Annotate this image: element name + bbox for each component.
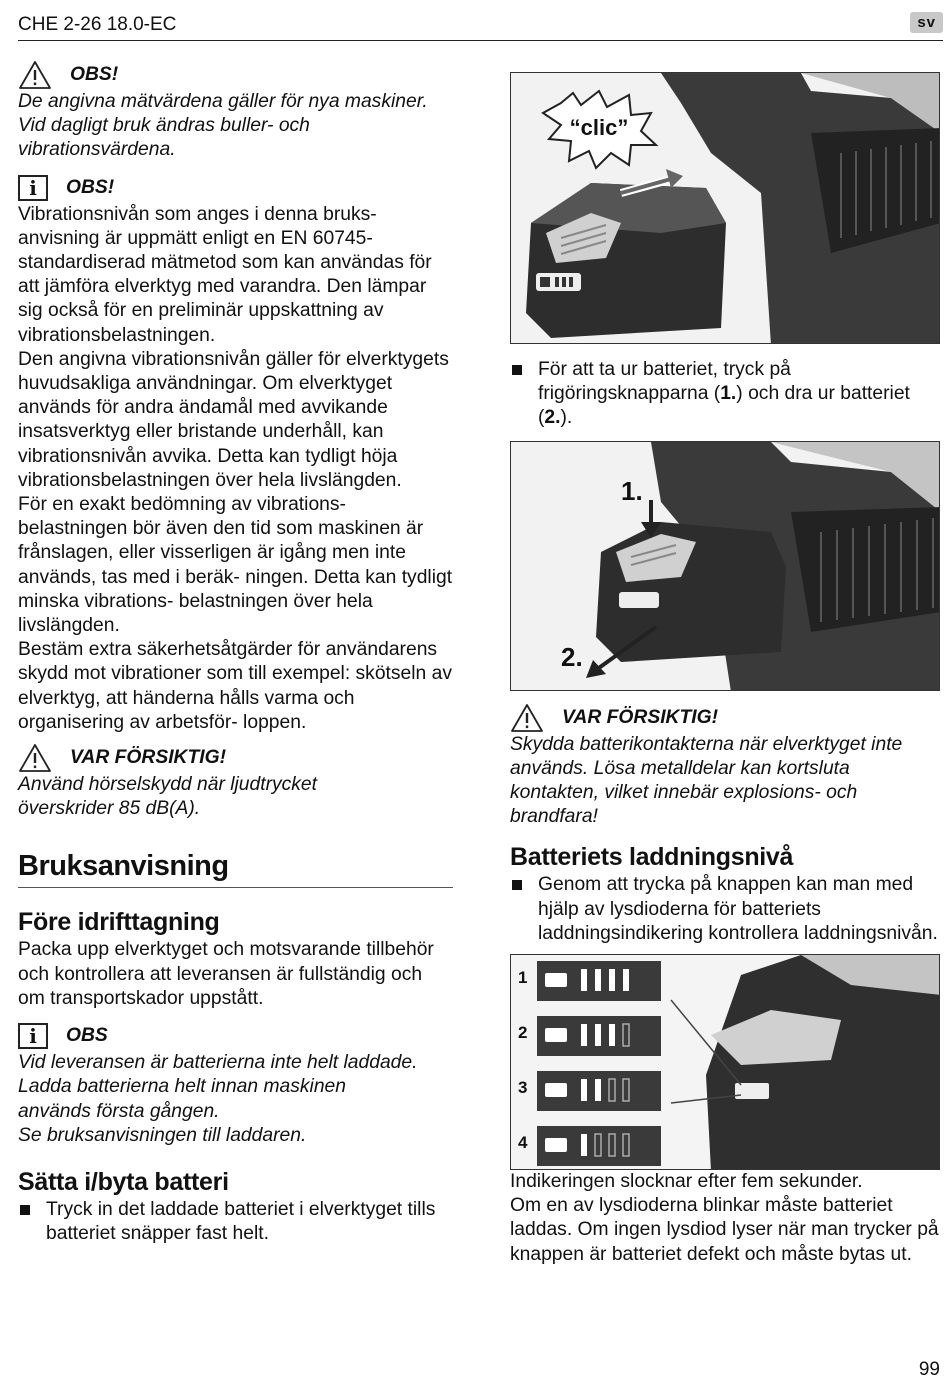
battery-insert-illustration bbox=[511, 73, 940, 344]
page-number: 99 bbox=[918, 1359, 940, 1380]
bullet-square-icon bbox=[20, 1205, 30, 1215]
language-badge: sv bbox=[910, 12, 943, 33]
caution-header bbox=[18, 743, 453, 773]
level-2-label: 2 bbox=[518, 1023, 528, 1043]
caution-header bbox=[510, 703, 942, 733]
battery-remove-illustration bbox=[511, 442, 940, 691]
note-title: OBS! bbox=[66, 176, 115, 198]
vibration-paragraph-1: Vibrationsnivån som anges i denna bruks- anvisning är uppmätt enligt en EN 60745- standardiserad mätmetod som kan användas för att jämföra elverktyg med varandra. Den lämpar sig också för en preliminär uppskattning av vibrationsbelastningen. bbox=[18, 203, 432, 346]
bullet-square-icon bbox=[512, 365, 522, 375]
list-item-text: För att ta ur batteriet, tryck på frigöringsknapparna (1.) och dra ur batteriet (2.). bbox=[538, 359, 910, 429]
warning-triangle-icon bbox=[18, 743, 52, 773]
battery-insert-figure bbox=[510, 72, 940, 344]
list-item bbox=[510, 873, 942, 946]
indicator-paragraph-2: Om en av lysdioderna blinkar måste batteriet laddas. Om ingen lysdiod lyser när man trycker på knappen är batteriet defekt och måste bytas ut. bbox=[510, 1195, 939, 1265]
list-item bbox=[510, 358, 942, 431]
list-item-text: Tryck in det laddade batteriet i elverktyget tills batteriet snäpper fast helt. bbox=[46, 1198, 436, 1245]
vibration-paragraph-2: Den angivna vibrationsnivån gäller för elverktygets huvudsakliga användningar. Om elverktyget används för andra ändamål med avvikande insatsverktyg eller bristande underhåll, kan vibrationsnivån avvika. Detta kan tydligt höja vibrationsbelastningen över hela livslängden. bbox=[18, 348, 449, 491]
caution-title: VAR FÖRSIKTIG! bbox=[562, 706, 719, 728]
level-3-label: 3 bbox=[518, 1078, 528, 1098]
subsection-title: Före idrifttagning bbox=[18, 908, 220, 937]
subsection-title: Sätta i/byta batteri bbox=[18, 1167, 229, 1196]
page-header bbox=[18, 8, 943, 41]
indicator-paragraph-1: Indikeringen slocknar efter fem sekunder. bbox=[510, 1171, 863, 1193]
subsection-title: Batteriets laddningsnivå bbox=[510, 843, 794, 872]
unpack-text: Packa upp elverktyget och motsvarande tillbehör och kontrollera att leveransen är fullständig och om transportskador uppstått. bbox=[18, 939, 434, 1009]
bullet-square-icon bbox=[512, 880, 522, 890]
section-title: Bruksanvisning bbox=[18, 849, 453, 888]
charge-level-illustration bbox=[511, 955, 940, 1170]
right-column bbox=[510, 72, 942, 1267]
info-icon: i bbox=[18, 1023, 48, 1049]
vibration-paragraph-3: För en exakt bedömning av vibrations- belastningen bör även den tid som maskinen är frånslagen, eller visserligen är igång men inte används, tas med i beräk- ningen. Detta kan tydligt minska vibrations- belastningen över hela livslängden. bbox=[18, 494, 453, 637]
click-sound-label: “clic” bbox=[569, 115, 629, 140]
warning-triangle-icon bbox=[510, 703, 544, 733]
battery-remove-figure bbox=[510, 441, 940, 691]
left-column bbox=[18, 60, 453, 1246]
list-item bbox=[18, 1198, 453, 1246]
caution-title: VAR FÖRSIKTIG! bbox=[70, 746, 227, 768]
charge-level-figure bbox=[510, 954, 940, 1170]
note-title: OBS! bbox=[70, 63, 119, 85]
step-1-label: 1. bbox=[621, 475, 643, 506]
note-obs-1-header bbox=[18, 60, 453, 90]
caution-text: Skydda batterikontakterna när elverktyget inte används. Lösa metalldelar kan kortsluta kontakten, vilket innebär explosions- och brandfara! bbox=[510, 733, 903, 828]
info-icon: i bbox=[18, 175, 48, 201]
caution-text: Använd hörselskydd när ljudtrycket överskrider 85 dB(A). bbox=[18, 774, 318, 820]
note-obs-2-header bbox=[18, 173, 453, 203]
list-item-text: Genom att trycka på knappen kan man med hjälp av lysdioderna för batteriets laddningsindikering kontrollera laddningsnivån. bbox=[538, 874, 938, 944]
level-4-label: 4 bbox=[518, 1133, 528, 1153]
step-2-label: 2. bbox=[561, 641, 583, 672]
note-title: OBS bbox=[66, 1024, 108, 1046]
vibration-paragraph-4: Bestäm extra säkerhetsåtgärder för användarens skydd mot vibrationer som till exempel: skötseln av elverktyg, att händerna hålls varma och organisering av arbetsför- loppen. bbox=[18, 639, 452, 733]
note-text: De angivna mätvärdena gäller för nya maskiner. Vid dagligt bruk ändras buller- och vibrationsvärdena. bbox=[18, 91, 428, 161]
warning-triangle-icon bbox=[18, 60, 52, 90]
battery-note-line-2: Se bruksanvisningen till laddaren. bbox=[18, 1124, 307, 1146]
level-1-label: 1 bbox=[518, 968, 528, 988]
battery-note-line-1: Vid leveransen är batterierna inte helt laddade. Ladda batterierna helt innan maskinen används första gången. bbox=[18, 1052, 418, 1122]
document-id: CHE 2-26 18.0-EC bbox=[18, 14, 177, 35]
note-obs-3-header bbox=[18, 1021, 453, 1051]
